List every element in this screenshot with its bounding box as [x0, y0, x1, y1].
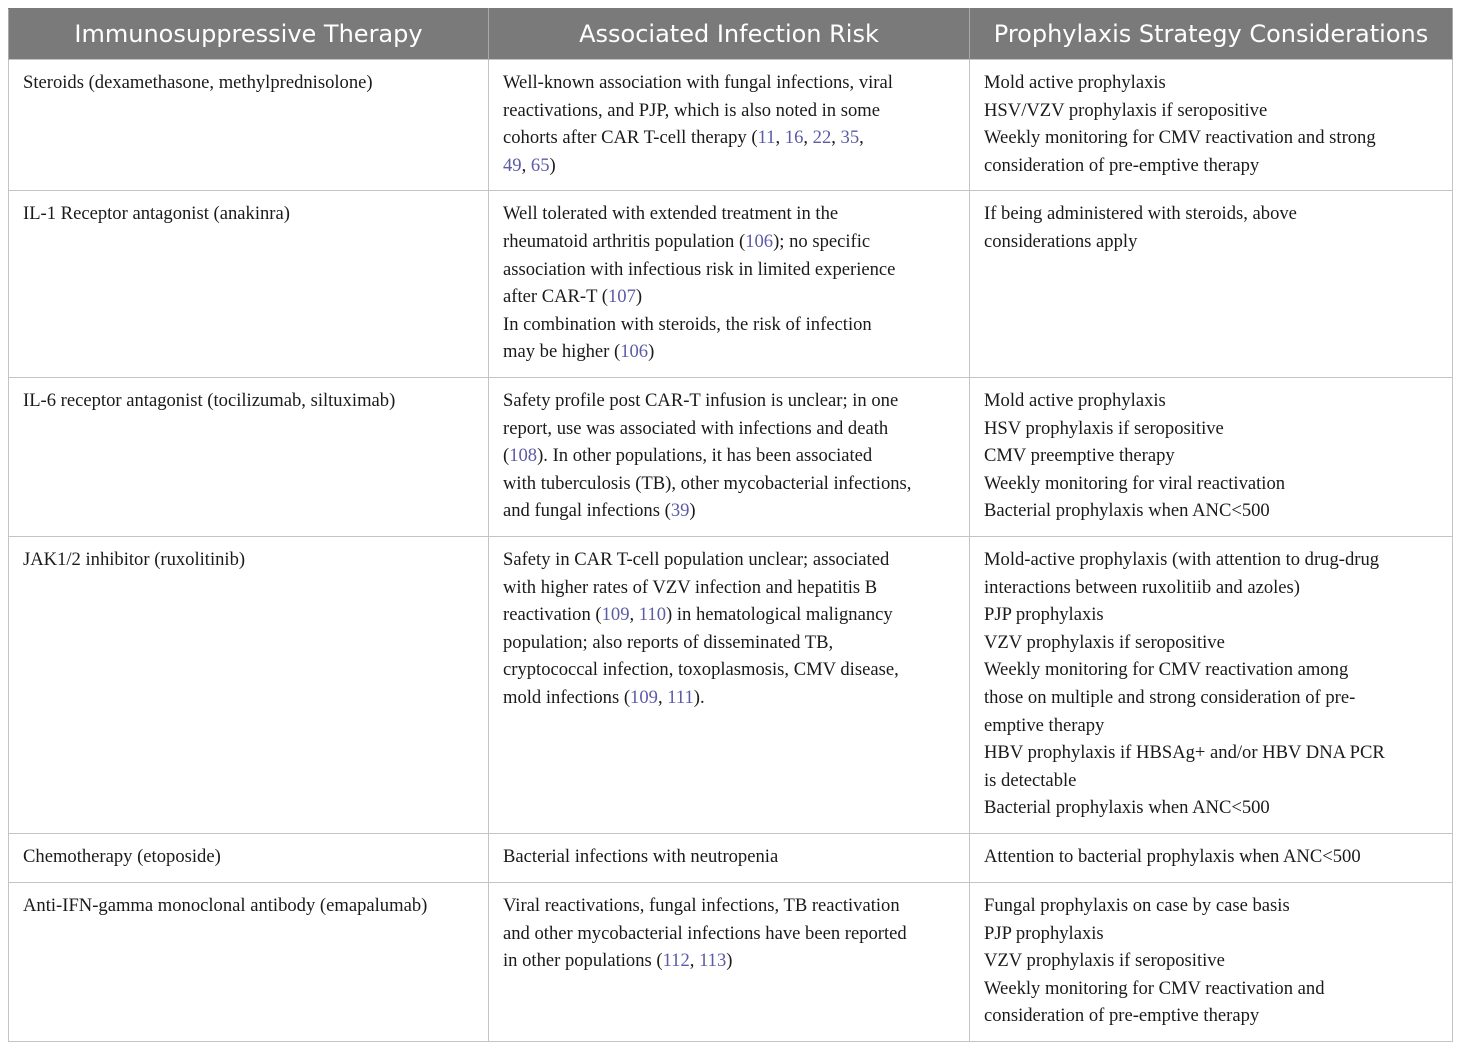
- prophylaxis-line: Mold active prophylaxis: [984, 72, 1166, 93]
- risk-text: may be higher (: [503, 341, 621, 363]
- risk-line: Safety in CAR T-cell population unclear; associated: [503, 548, 890, 570]
- prophylaxis-line: Weekly monitoring for CMV reactivation among: [984, 659, 1349, 681]
- prophylaxis-line: If being administered with steroids, above: [984, 203, 1297, 225]
- prophylaxis-line: emptive therapy: [984, 714, 1105, 736]
- risk-text: ); no specific: [773, 230, 871, 252]
- table-row: [9, 833, 1453, 882]
- header-prophylaxis: Prophylaxis Strategy Considerations: [970, 9, 1453, 60]
- risk-line: 49, 65): [503, 154, 556, 176]
- therapy-name: Anti-IFN-gamma monoclonal antibody (emapalumab): [23, 894, 428, 916]
- reference-link[interactable]: 106: [620, 341, 649, 363]
- therapy-cell: [9, 882, 489, 1041]
- header-row: [9, 9, 1453, 60]
- reference-link[interactable]: 16: [784, 127, 804, 149]
- risk-text: ). In other populations, it has been associated: [537, 445, 873, 467]
- table-row: [9, 882, 1453, 1041]
- therapy-name: Steroids (dexamethasone, methylprednisolone): [23, 72, 373, 93]
- infection-risk-table: [8, 8, 1453, 1042]
- prophylaxis-cell: [970, 60, 1453, 191]
- prophylaxis-line: PJP prophylaxis: [984, 922, 1104, 944]
- therapy-cell: [9, 536, 489, 833]
- prophylaxis-line: HBV prophylaxis if HBSAg+ and/or HBV DNA PCR: [984, 742, 1385, 764]
- prophylaxis-line: Mold-active prophylaxis (with attention to drug-drug: [984, 548, 1380, 570]
- risk-line: in other populations (112, 113): [503, 950, 733, 972]
- risk-line: and other mycobacterial infections have been reported: [503, 922, 907, 944]
- risk-text: reactivation (: [503, 604, 602, 626]
- risk-cell: [489, 191, 970, 378]
- header-therapy: Immunosuppressive Therapy: [9, 9, 489, 60]
- prophylaxis-line: Bacterial prophylaxis when ANC<500: [984, 797, 1270, 819]
- prophylaxis-line: Mold active prophylaxis: [984, 389, 1166, 411]
- risk-line: report, use was associated with infections and death: [503, 417, 889, 439]
- table-row: [9, 377, 1453, 536]
- risk-line: with higher rates of VZV infection and hepatitis B: [503, 576, 878, 598]
- prophylaxis-cell: [970, 377, 1453, 536]
- risk-line: [503, 283, 955, 311]
- risk-line: cryptococcal infection, toxoplasmosis, CMV disease,: [503, 659, 899, 681]
- risk-cell: [489, 882, 970, 1041]
- risk-text: (: [503, 445, 510, 467]
- prophylaxis-line: Fungal prophylaxis on case by case basis: [984, 894, 1290, 916]
- prophylaxis-line: PJP prophylaxis: [984, 604, 1104, 626]
- risk-line: population; also reports of disseminated TB,: [503, 631, 834, 653]
- risk-text: mold infections (: [503, 686, 631, 708]
- risk-line: [503, 497, 955, 525]
- reference-link[interactable]: 49: [503, 154, 522, 176]
- therapy-cell: [9, 191, 489, 378]
- therapy-cell: [9, 60, 489, 191]
- reference-link[interactable]: 35: [840, 127, 860, 149]
- reference-link[interactable]: 108: [509, 445, 538, 467]
- risk-text: ): [726, 950, 733, 972]
- prophylaxis-line: Attention to bacterial prophylaxis when ANC<500: [984, 845, 1361, 867]
- reference-link[interactable]: 106: [745, 230, 774, 252]
- prophylaxis-line: is detectable: [984, 769, 1077, 791]
- prophylaxis-cell: [970, 833, 1453, 882]
- risk-cell: [489, 536, 970, 833]
- prophylaxis-line: Weekly monitoring for CMV reactivation and strong: [984, 127, 1376, 149]
- risk-line: Well-known association with fungal infections, viral: [503, 72, 893, 93]
- risk-line: with tuberculosis (TB), other mycobacterial infections,: [503, 472, 912, 494]
- table-row: [9, 191, 1453, 378]
- risk-line: [503, 442, 955, 470]
- risk-line: In combination with steroids, the risk of infection: [503, 313, 872, 335]
- prophylaxis-line: those on multiple and strong consideration of pre-: [984, 686, 1356, 708]
- therapy-name: JAK1/2 inhibitor (ruxolitinib): [23, 548, 246, 570]
- prophylaxis-line: considerations apply: [984, 230, 1138, 252]
- therapy-cell: [9, 833, 489, 882]
- risk-text: and fungal infections (: [503, 500, 671, 522]
- prophylaxis-cell: [970, 882, 1453, 1041]
- prophylaxis-line: Weekly monitoring for viral reactivation: [984, 472, 1286, 494]
- prophylaxis-line: CMV preemptive therapy: [984, 445, 1175, 467]
- risk-line: Bacterial infections with neutropenia: [503, 845, 779, 867]
- reference-link[interactable]: 65: [530, 154, 550, 176]
- reference-link[interactable]: 111: [667, 686, 694, 708]
- risk-cell: [489, 377, 970, 536]
- risk-line: mold infections (109, 111).: [503, 686, 705, 708]
- risk-text: ): [648, 341, 655, 363]
- reference-link[interactable]: 39: [670, 500, 690, 522]
- therapy-name: IL-1 Receptor antagonist (anakinra): [23, 203, 290, 225]
- risk-line: reactivations, and PJP, which is also noted in some: [503, 99, 880, 121]
- risk-text: after CAR-T (: [503, 286, 608, 308]
- risk-line: [503, 228, 955, 256]
- reference-link[interactable]: 22: [812, 127, 832, 149]
- risk-text: ) in hematological malignancy: [666, 604, 893, 626]
- prophylaxis-cell: [970, 191, 1453, 378]
- header-infection-risk: Associated Infection Risk: [489, 9, 970, 60]
- risk-line: Safety profile post CAR-T infusion is unclear; in one: [503, 389, 899, 411]
- risk-line: association with infectious risk in limited experience: [503, 258, 896, 280]
- reference-link[interactable]: 11: [757, 127, 776, 149]
- therapy-name: Chemotherapy (etoposide): [23, 845, 221, 867]
- risk-text: ): [635, 286, 643, 308]
- risk-text: rheumatoid arthritis population (: [503, 230, 746, 252]
- risk-text: in other populations (: [503, 950, 663, 972]
- risk-cell: [489, 833, 970, 882]
- table-row: [9, 60, 1453, 191]
- reference-link[interactable]: 112: [662, 950, 690, 972]
- prophylaxis-line: VZV prophylaxis if seropositive: [984, 631, 1225, 653]
- prophylaxis-line: VZV prophylaxis if seropositive: [984, 950, 1225, 972]
- risk-line: cohorts after CAR T-cell therapy (11, 16, 22, 35,: [503, 127, 864, 149]
- risk-text: cohorts after CAR T-cell therapy (: [503, 127, 758, 149]
- prophylaxis-line: interactions between ruxolitiib and azoles): [984, 576, 1300, 598]
- risk-line: [503, 338, 955, 366]
- risk-text: ): [549, 154, 556, 176]
- prophylaxis-line: HSV prophylaxis if seropositive: [984, 417, 1224, 439]
- therapy-name: IL-6 receptor antagonist (tocilizumab, siltuximab): [23, 389, 396, 411]
- reference-link[interactable]: 113: [699, 950, 727, 972]
- table-row: [9, 536, 1453, 833]
- reference-link[interactable]: 109: [630, 686, 658, 708]
- reference-link[interactable]: 109: [601, 604, 630, 626]
- therapy-cell: [9, 377, 489, 536]
- prophylaxis-line: consideration of pre-emptive therapy: [984, 1005, 1260, 1027]
- prophylaxis-line: Bacterial prophylaxis when ANC<500: [984, 500, 1270, 522]
- risk-line: Well tolerated with extended treatment in the: [503, 203, 839, 225]
- risk-cell: [489, 60, 970, 191]
- risk-line: Viral reactivations, fungal infections, TB reactivation: [503, 894, 900, 916]
- reference-link[interactable]: 107: [608, 286, 636, 308]
- risk-line: reactivation (109, 110) in hematological malignancy: [503, 604, 893, 626]
- risk-text: ): [689, 500, 696, 522]
- prophylaxis-line: consideration of pre-emptive therapy: [984, 154, 1260, 176]
- prophylaxis-line: Weekly monitoring for CMV reactivation and: [984, 977, 1325, 999]
- prophylaxis-cell: [970, 536, 1453, 833]
- reference-link[interactable]: 110: [638, 604, 666, 626]
- prophylaxis-line: HSV/VZV prophylaxis if seropositive: [984, 99, 1268, 121]
- risk-text: ).: [693, 686, 705, 708]
